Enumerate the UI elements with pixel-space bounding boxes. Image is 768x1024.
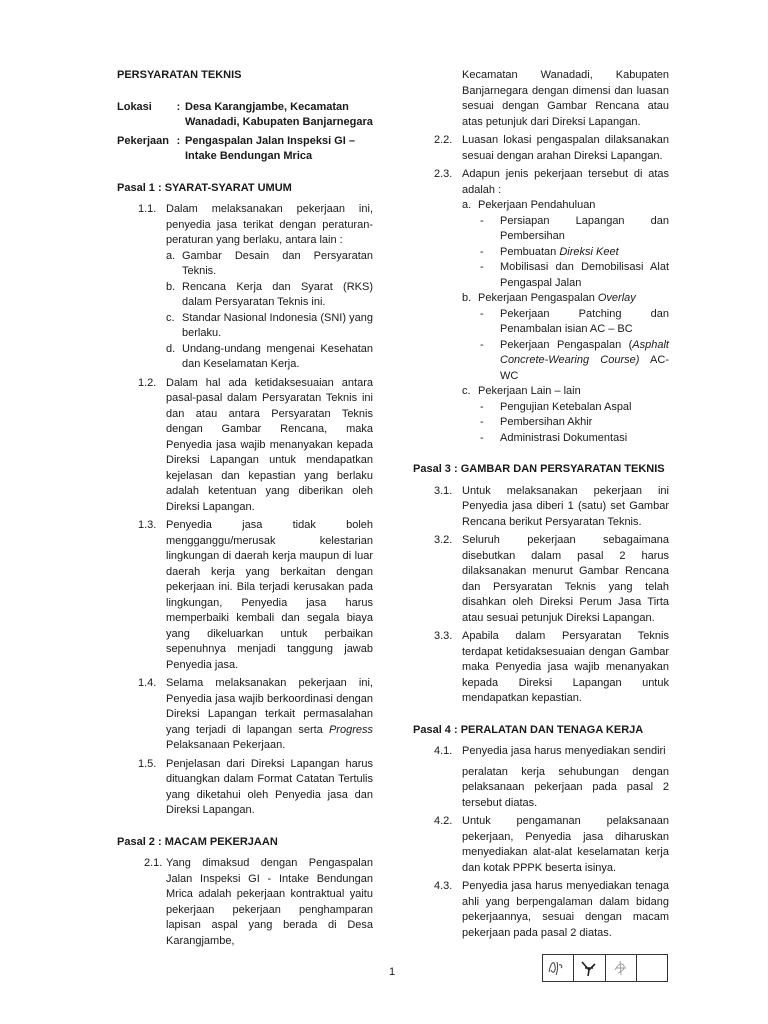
sub-letter: c. (462, 385, 471, 397)
item-3-3 (413, 629, 669, 707)
sub-text: Undang-undang mengenai Kesehatan dan Keselamatan Kerja. (182, 342, 373, 370)
dash-text: Mobilisasi dan Demobilisasi Alat Pengaspal Jalan (500, 261, 669, 289)
dash-text: Administrasi Dokumentasi (500, 431, 628, 444)
sub-item-a (166, 249, 373, 280)
item-1-2 (117, 376, 373, 516)
signature-mark (576, 956, 602, 978)
sub-text: Pekerjaan Pendahuluan (478, 199, 596, 211)
dash-item (480, 307, 669, 338)
dash-marker: - (480, 338, 484, 351)
item-text-emphasis: Progress (328, 723, 373, 736)
initials-box (542, 954, 668, 982)
initials-cell (574, 955, 605, 981)
item-number: 1.3. (138, 519, 157, 531)
item-number: 2.2. (434, 134, 453, 146)
dash-marker: - (480, 261, 484, 273)
dash-text: Persiapan Lapangan dan Pembersihan (500, 214, 669, 242)
sub-item-c (166, 311, 373, 342)
item-text: Yang dimaksud dengan Pengaspalan Jalan Inspeksi GI - Intake Bendungan Mrica adalah pekerjaan kontraktual yaitu pekerjaan pekerjaan penghamparan lapisan aspal yang berada di Desa Karangjambe, (166, 857, 373, 947)
item-text: Seluruh pekerjaan sebagaimana disebutkan dalam pasal 2 harus dilaksanakan menurut Gambar Rencana dan Persyaratan Teknis yang telah disahkan oleh Direksi Perum Jasa Tirta atau sesuai petunjuk Direksi Lapangan. (462, 534, 669, 624)
dash-marker: - (480, 416, 484, 428)
sub-letter: a. (166, 249, 176, 262)
item-text: Untuk pengamanan pelaksanaan pekerjaan, Penyedia jasa diharuskan menyediakan alat-alat keselamatan kerja dan kotak PPPK beserta isinya. (462, 815, 669, 874)
item-number: 3.3. (434, 630, 453, 642)
dash-item (480, 245, 669, 261)
sub-text: Standar Nasional Indonesia (SNI) yang berlaku. (182, 311, 373, 339)
initials-cell (637, 955, 667, 981)
item-number: 4.3. (434, 880, 453, 892)
sub-text-emphasis: Overlay (597, 292, 636, 304)
sub-letter: a. (462, 199, 472, 211)
item-body (462, 744, 669, 811)
dash-text-part: Pekerjaan Pengaspalan ( (500, 338, 633, 351)
item-1-1 (117, 202, 373, 373)
sub-text (478, 291, 669, 307)
dash-text: Pekerjaan Patching dan Penambalan isian AC – BC (500, 307, 669, 335)
item-text: Luasan lokasi pengaspalan dilaksanakan sesuai dengan arahan Direksi Lapangan. (462, 134, 669, 162)
item-text: Penyedia jasa harus menyediakan tenaga ahli yang berpengalaman dalam bidang pekerjaannya, sesuai dengan macam pekerjaan pada pasal 2 diatas. (462, 880, 669, 939)
dash-marker: - (480, 245, 484, 258)
dash-text-emphasis: Direksi Keet (559, 245, 619, 258)
dash-item (480, 338, 669, 385)
sub-item-a (462, 198, 669, 214)
item-number: 3.1. (434, 484, 453, 497)
sub-text-part: Pekerjaan Pengaspalan (478, 292, 598, 304)
item-3-1 (413, 484, 669, 531)
dash-item (480, 431, 669, 447)
meta-key: Pekerjaan (117, 134, 169, 147)
meta-value: Pengaspalan Jalan Inspeksi GI – Intake Bendungan Mrica (185, 134, 355, 162)
item-number: 1.1. (138, 203, 157, 215)
dash-marker: - (480, 431, 484, 444)
item-text: Apabila dalam Persyaratan Teknis terdapat ketidaksesuaian dengan Gambar maka Penyedia jasa wajib menanyakan kepada Direksi Lapangan untuk mendapatkan kepastian. (462, 630, 669, 704)
item-text: Untuk melaksanakan pekerjaan ini Penyedia jasa diberi 1 (satu) set Gambar Rencana berikut Persyaratan Teknis. (462, 484, 669, 528)
meta-colon: : (176, 100, 181, 113)
left-column (117, 68, 373, 952)
item-text-continuation: peralatan kerja sehubungan dengan pelaksanaan pekerjaan pada pasal 2 tersebut diatas. (462, 765, 669, 809)
item-text: Penyedia jasa harus menyediakan sendiri (462, 745, 666, 757)
pasal-1-heading: Pasal 1 : SYARAT-SYARAT UMUM (117, 181, 292, 194)
sub-letter: d. (166, 342, 176, 355)
pasal-4-heading: Pasal 4 : PERALATAN DAN TENAGA KERJA (413, 723, 644, 736)
dash-text: Pembersihan Akhir (500, 416, 593, 428)
dash-text-part: Pembuatan (500, 245, 560, 258)
meta-row-pekerjaan (117, 134, 373, 165)
item-number: 1.5. (138, 757, 157, 770)
signature-mark (545, 956, 571, 978)
item-text: Adapun jenis pekerjaan tersebut di atas adalah : (462, 168, 669, 196)
sub-item-c (462, 384, 669, 400)
dash-item (480, 400, 669, 416)
item-1-3 (117, 518, 373, 673)
right-column (413, 68, 669, 944)
dash-marker: - (480, 400, 484, 413)
signature-mark (608, 956, 634, 978)
sub-item-b (166, 280, 373, 311)
dash-text (500, 245, 669, 261)
document-title: PERSYARATAN TEKNIS (117, 69, 242, 81)
item-2-3 (413, 167, 669, 446)
item-4-2 (413, 814, 669, 876)
item-body (462, 167, 669, 446)
item-text-part: Selama melaksanakan pekerjaan ini, Penyedia jasa wajib berkoordinasi dengan Direksi Lapangan terkait permasalahan yang terjadi di lapangan serta (166, 677, 373, 736)
initials-cell (606, 955, 637, 981)
item-text (166, 676, 373, 754)
initials-cell (543, 955, 574, 981)
dash-marker: - (480, 307, 484, 320)
item-text-part: Pelaksanaan Pekerjaan. (166, 739, 286, 751)
meta-value: Desa Karangjambe, Kecamatan Wanadadi, Kabupaten Banjarnegara (185, 100, 373, 128)
item-1-4 (117, 676, 373, 754)
item-text: Penyedia jasa tidak boleh mengganggu/merusak kelestarian lingkungan di daerah kerja maupun di luar daerah kerja yang berkaitan dengan pekerjaan ini. Bila terjadi kerusakan pada lingkungan, Penyedia jasa harus memperbaiki kembali dan segala biaya yang dikeluarkan untuk perbaikan sepenuhnya menjadi tanggung jawab Penyedia jasa. (166, 519, 373, 671)
item-text: Penjelasan dari Direksi Lapangan harus dituangkan dalam Format Catatan Tertulis yang diketahui oleh Penyedia jasa dan Direksi Lapangan. (166, 757, 373, 816)
item-number: 1.4. (138, 677, 157, 689)
sub-item-b (462, 291, 669, 307)
item-4-1 (413, 744, 669, 811)
item-text: Dalam hal ada ketidaksesuaian antara pasal-pasal dalam Persyaratan Teknis ini dan atau antara Persyaratan Teknis dengan Gambar Rencana, maka Penyedia jasa wajib menanyakan kepada Direksi Lapangan untuk mendapatkan kejelasan dan kepastian yang berlaku adalah ketentuan yang diberikan oleh Direksi Lapangan. (166, 376, 373, 513)
meta-colon: : (176, 134, 181, 147)
item-number: 4.1. (434, 745, 453, 757)
item-body (166, 202, 373, 373)
item-text: Dalam melaksanakan pekerjaan ini, penyedia jasa terikat dengan peraturan-peraturan yang berlaku, antara lain : (166, 203, 373, 246)
sub-text: Gambar Desain dan Persyaratan Teknis. (182, 249, 373, 277)
meta-row-lokasi (117, 100, 373, 131)
pasal-2-heading: Pasal 2 : MACAM PEKERJAAN (117, 835, 278, 848)
sub-letter: c. (166, 311, 175, 324)
meta-block (117, 100, 373, 165)
sub-letter: b. (166, 280, 176, 293)
item-number: 2.1. (144, 857, 163, 869)
dash-marker: - (480, 214, 484, 227)
dash-text (500, 338, 669, 385)
item-2-1-continuation: Kecamatan Wanadadi, Kabupaten Banjarnegara dengan dimensi dan luasan sesuai dengan Gambar Rencana atau atas petunjuk dari Direksi Lapangan. (462, 69, 669, 128)
item-number: 1.2. (138, 376, 157, 389)
sub-text: Rencana Kerja dan Syarat (RKS) dalam Persyaratan Teknis ini. (182, 280, 373, 308)
dash-text-emphasis: Asphalt Concrete-Wearing Course) (500, 338, 669, 366)
item-number: 3.2. (434, 534, 453, 546)
item-2-1 (117, 856, 373, 949)
item-3-2 (413, 533, 669, 626)
item-4-3 (413, 879, 669, 941)
dash-text: Pengujian Ketebalan Aspal (500, 400, 632, 413)
dash-text-part: AC-WC (500, 354, 669, 382)
meta-key: Lokasi (117, 100, 152, 113)
item-1-5 (117, 757, 373, 819)
sub-text: Pekerjaan Lain – lain (478, 385, 581, 397)
item-2-2 (413, 133, 669, 164)
dash-item (480, 214, 669, 245)
sub-item-d (166, 342, 373, 373)
pasal-3-heading: Pasal 3 : GAMBAR DAN PERSYARATAN TEKNIS (413, 463, 665, 475)
item-number: 4.2. (434, 815, 453, 827)
item-number: 2.3. (434, 168, 453, 180)
dash-item (480, 415, 669, 431)
dash-item (480, 260, 669, 291)
page-number: 1 (388, 966, 396, 978)
sub-letter: b. (462, 292, 472, 304)
